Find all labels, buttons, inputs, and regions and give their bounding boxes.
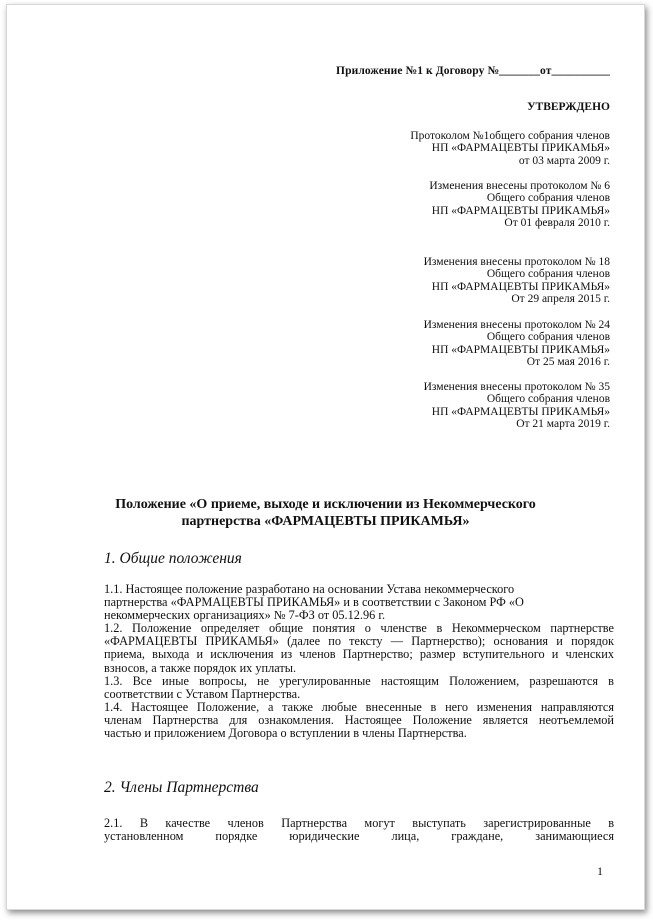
text-line: взносов, а также порядок их уплаты. xyxy=(104,660,297,675)
text-line: «ФАРМАЦЕВТЫ ПРИКАМЬЯ» (далее по тексту — Партнерство); основания и порядок xyxy=(104,634,614,649)
approval-line: Изменения внесены протоколом № 6 xyxy=(429,180,610,192)
annex-line: Приложение №1 к Договору №_______от__________ xyxy=(336,65,610,77)
text-line: соответствии с Уставом Партнерства. xyxy=(104,686,301,701)
approval-line: НП «ФАРМАЦЕВТЫ ПРИКАМЬЯ» xyxy=(431,405,610,418)
text-line: некоммерческих организациях» № 7-ФЗ от 05.12.96 г. xyxy=(104,608,386,623)
approval-block-1 xyxy=(307,130,610,167)
approval-line: Протоколом №1общего собрания членов xyxy=(410,130,610,142)
approval-line: НП «ФАРМАЦЕВТЫ ПРИКАМЬЯ» xyxy=(431,142,610,155)
text-line: членам Партнерства для ознакомления. Настоящее Положение является неотъемлемой xyxy=(104,712,614,727)
approval-line: Изменения внесены протоколом № 24 xyxy=(423,319,610,331)
paragraph-1-2 xyxy=(104,622,614,674)
approval-block-4 xyxy=(307,319,610,369)
approval-line: от 03 марта 2009 г. xyxy=(518,154,610,167)
approval-line: Общего собрания членов xyxy=(486,192,610,205)
section-2-heading: 2. Члены Партнерства xyxy=(104,779,259,796)
title-line: партнерства «ФАРМАЦЕВТЫ ПРИКАМЬЯ» xyxy=(181,514,470,529)
approval-line: Общего собрания членов xyxy=(486,393,610,406)
text-line: 1.2. Положение определяет общие понятия о членстве в Некоммерческом партнерстве xyxy=(104,621,614,636)
approval-line: Общего собрания членов xyxy=(486,268,610,281)
section-1-heading: 1. Общие положения xyxy=(104,550,242,567)
approved-stamp: УТВЕРЖДЕНО xyxy=(527,101,610,113)
document-title xyxy=(107,496,544,530)
section-2-body xyxy=(104,817,614,843)
approval-line: Изменения внесены протоколом № 18 xyxy=(423,256,610,268)
text-line: установленном порядке юридические лица, граждане, занимающиеся xyxy=(104,829,614,844)
title-line: Положение «О приеме, выходе и исключении из Некоммерческого xyxy=(115,497,536,512)
approval-block-2 xyxy=(307,180,610,230)
paragraph-2-1 xyxy=(104,817,614,843)
paragraph-1-1 xyxy=(104,583,614,622)
section-1-body xyxy=(104,583,614,740)
text-line: 1.4. Настоящее Положение, а также любые внесенные в него изменения направляются xyxy=(104,699,614,714)
approval-block-5 xyxy=(307,381,610,431)
text-line: частью и приложением Договора о вступлении в члены Партнерства. xyxy=(104,726,467,741)
paragraph-1-3 xyxy=(104,675,614,701)
text-line: 1.1. Настоящее положение разработано на основании Устава некоммерческого xyxy=(104,582,515,596)
document-page xyxy=(6,4,645,910)
approval-line: НП «ФАРМАЦЕВТЫ ПРИКАМЬЯ» xyxy=(431,343,610,356)
approval-line: От 21 марта 2019 г. xyxy=(516,418,610,431)
text-line: приема, выхода и исключения из членов Партнерство; размер вступительного и членских xyxy=(104,647,614,662)
approval-line: НП «ФАРМАЦЕВТЫ ПРИКАМЬЯ» xyxy=(431,280,610,293)
text-line: партнерства «ФАРМАЦЕВТЫ ПРИКАМЬЯ» и в соответствии с Законом РФ «О xyxy=(104,595,524,610)
page-number: 1 xyxy=(597,864,603,878)
approval-line: Общего собрания членов xyxy=(486,331,610,344)
text-line: 1.3. Все иные вопросы, не урегулированные настоящим Положением, разрешаются в xyxy=(104,673,614,688)
paragraph-1-4 xyxy=(104,701,614,740)
approval-line: От 25 мая 2016 г. xyxy=(526,356,610,369)
text-line: 2.1. В качестве членов Партнерства могут выступать зарегистрированные в xyxy=(104,816,614,830)
approval-line: НП «ФАРМАЦЕВТЫ ПРИКАМЬЯ» xyxy=(431,204,610,217)
approval-line: От 29 апреля 2015 г. xyxy=(511,293,610,306)
approval-line: От 01 февраля 2010 г. xyxy=(504,217,610,230)
approval-line: Изменения внесены протоколом № 35 xyxy=(423,381,610,393)
approval-block-3 xyxy=(307,256,610,306)
